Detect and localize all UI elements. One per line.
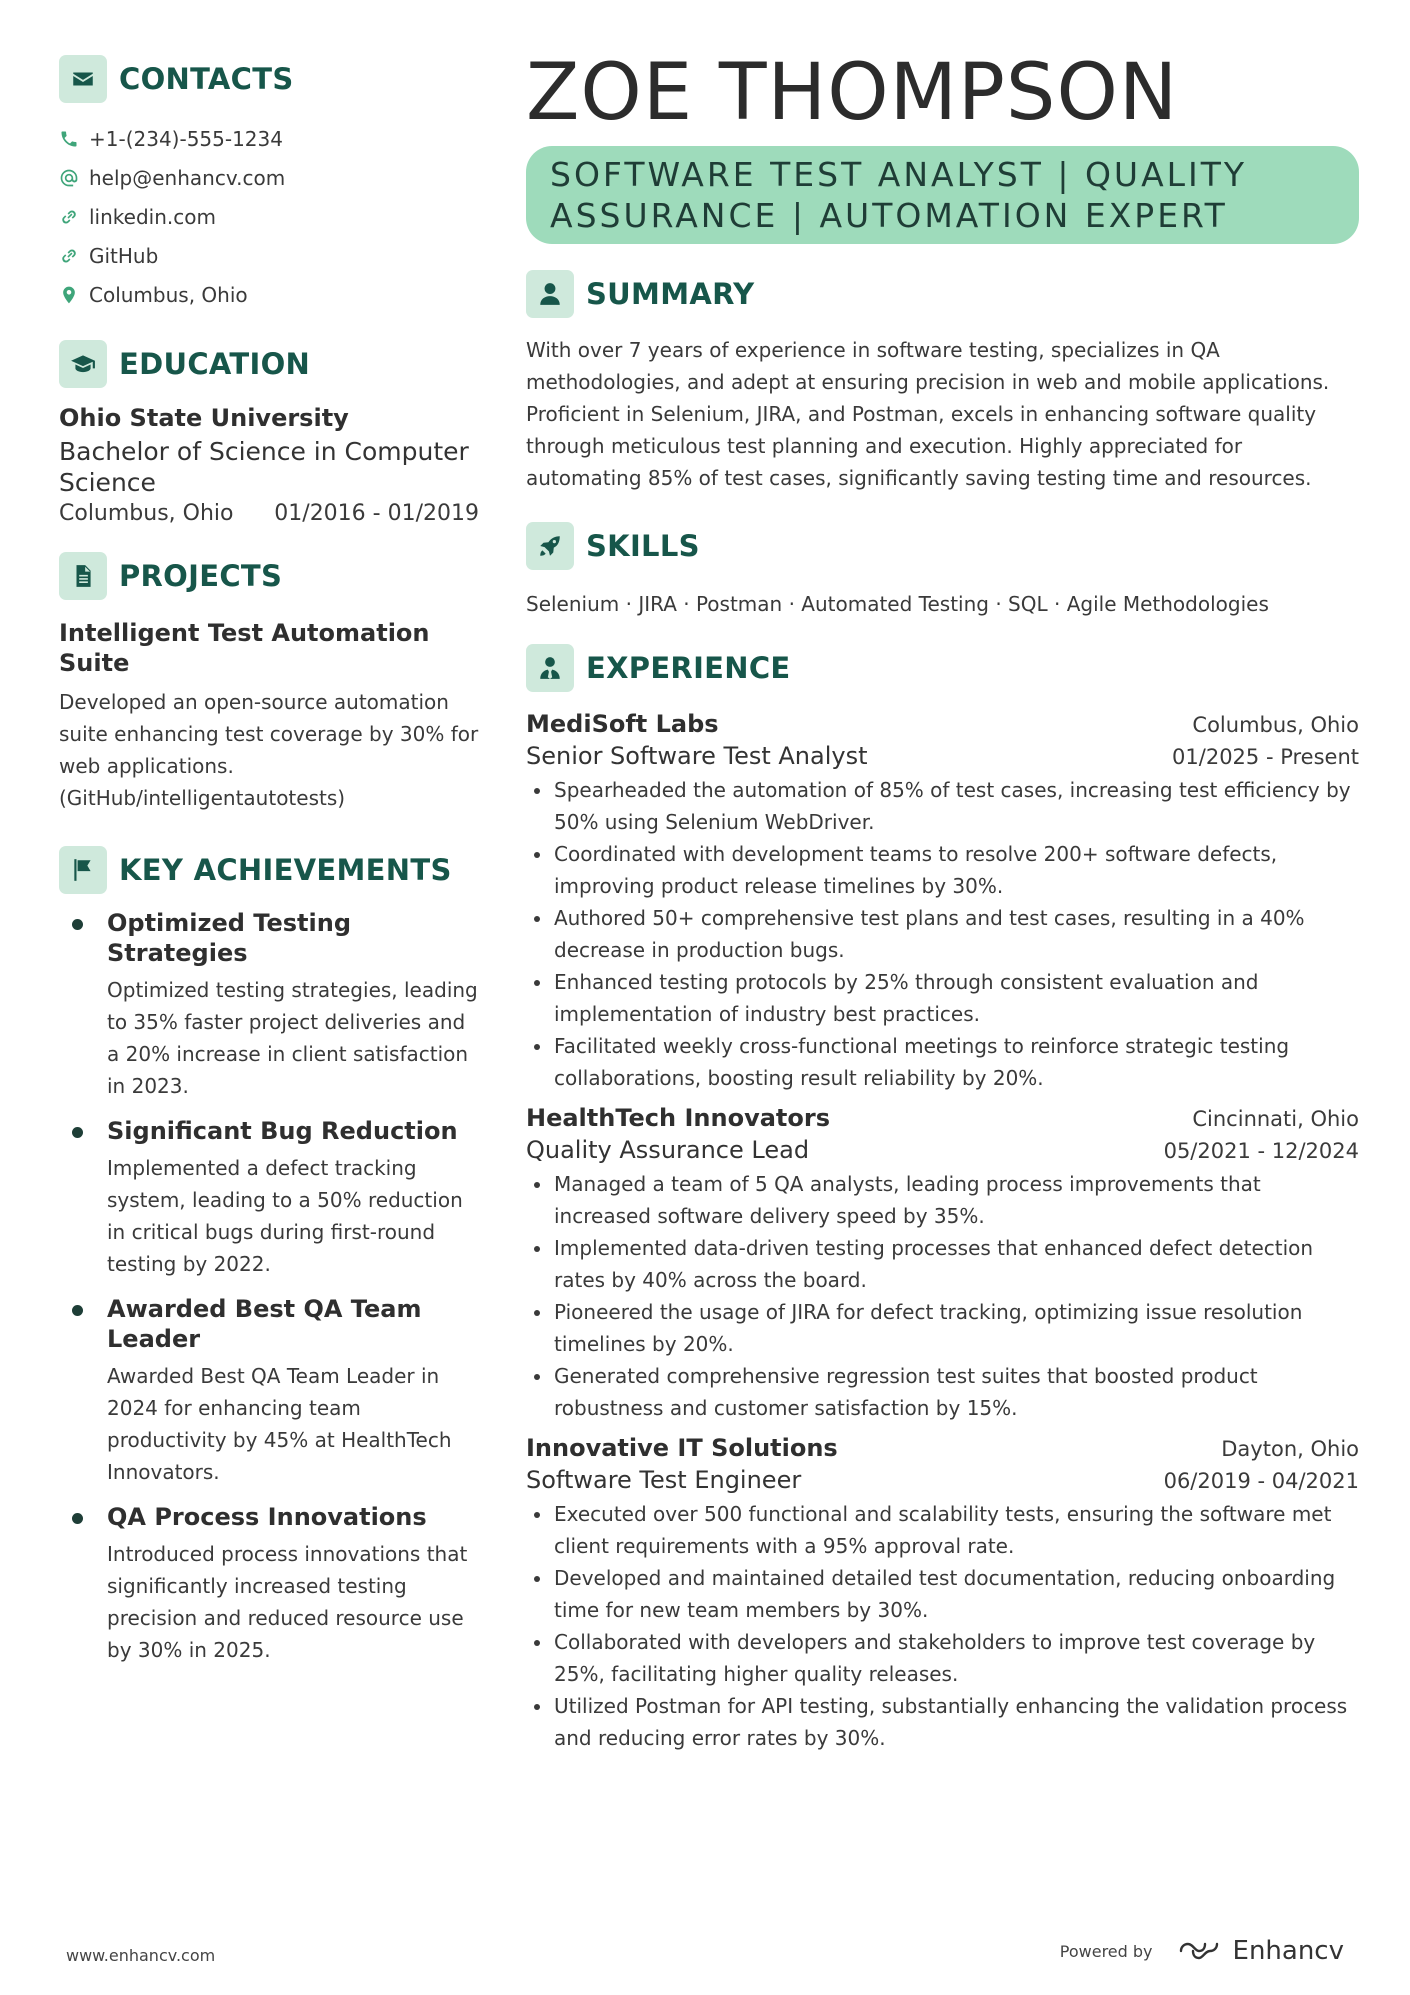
skills-heading [526,522,1359,570]
contact-text: Columbus, Ohio [89,282,248,307]
job-bullet: Utilized Postman for API testing, substantially enhancing the validation process and reducing error rates by 30%. [526,1690,1359,1754]
contact-text: GitHub [89,243,159,268]
rocket-icon [526,522,574,570]
contact-text: +1-(234)-555-1234 [89,126,283,151]
job-bullet: Enhanced testing protocols by 25% through consistent evaluation and implementation of industry best practices. [526,966,1359,1030]
school-name: Ohio State University [59,404,349,432]
education-meta [59,501,479,526]
job-location: Dayton, Ohio [1221,1437,1359,1461]
contact-phone[interactable] [59,119,479,158]
job-bullet: Implemented data-driven testing processes that enhanced defect detection rates by 40% across the board. [526,1232,1359,1296]
job-bullet: Managed a team of 5 QA analysts, leading process improvements that increased software delivery speed by 35%. [526,1168,1359,1232]
achievement-description: Implemented a defect tracking system, leading to a 50% reduction in critical bugs during first-round testing by 2022. [107,1156,463,1276]
powered-by-label: Powered by [1059,1941,1153,1961]
achievements-heading [59,846,479,894]
degree: Bachelor of Science in Computer Science [59,437,469,497]
footer-website-link[interactable]: www.enhancv.com [66,1946,216,1965]
section-title: EXPERIENCE [586,651,791,685]
footer-branding [1060,1936,1344,1966]
job-bullet: Executed over 500 functional and scalability tests, ensuring the software met client requirements with a 95% approval rate. [526,1498,1359,1562]
section-title: PROJECTS [119,559,283,593]
summary-heading [526,270,1359,318]
enhancv-logo-icon [1177,1938,1221,1964]
skills-list: Selenium · JIRA · Postman · Automated Testing · SQL · Agile Methodologies [526,592,1269,616]
job-title-line: SOFTWARE TEST ANALYST | QUALITY [550,155,1248,194]
right-column [526,48,1359,1754]
achievement-item [59,908,479,1102]
contact-email[interactable] [59,158,479,197]
achievement-title: Optimized Testing Strategies [107,909,352,967]
job-bullet: Coordinated with development teams to resolve 200+ software defects, improving product release timelines by 30%. [526,838,1359,902]
achievement-description: Introduced process innovations that significantly increased testing precision and reduced resource use by 30% in 2025. [107,1542,468,1662]
experience-item [526,1434,1359,1754]
job-bullet: Collaborated with developers and stakeholders to improve test coverage by 25%, facilitating higher quality releases. [526,1626,1359,1690]
education-dates: 01/2016 - 01/2019 [274,501,479,526]
job-bullets [526,1168,1359,1424]
achievement-title: QA Process Innovations [107,1503,427,1531]
job-role: Senior Software Test Analyst [526,742,868,770]
link-icon [59,207,89,227]
user-icon [526,270,574,318]
company-name: Innovative IT Solutions [526,1434,838,1462]
job-bullet: Facilitated weekly cross-functional meetings to reinforce strategic testing collaborations, boosting result reliability by 20%. [526,1030,1359,1094]
projects-heading [59,552,479,600]
user-tie-icon [526,644,574,692]
section-title: SUMMARY [586,277,755,311]
job-bullet: Generated comprehensive regression test suites that boosted product robustness and customer satisfaction by 15%. [526,1360,1359,1424]
brand-name: Enhancv [1232,1936,1344,1966]
job-bullets [526,774,1359,1094]
job-dates: 06/2019 - 04/2021 [1163,1469,1359,1493]
achievement-description: Awarded Best QA Team Leader in 2024 for enhancing team productivity by 45% at HealthTech Innovators. [107,1364,452,1484]
achievement-item [59,1116,479,1280]
contact-github[interactable] [59,236,479,275]
job-location: Cincinnati, Ohio [1192,1107,1359,1131]
experience-heading [526,644,1359,692]
document-icon [59,552,107,600]
achievement-title: Significant Bug Reduction [107,1117,458,1145]
contact-text: linkedin.com [89,204,216,229]
education-heading [59,340,479,388]
contact-location [59,275,479,314]
graduation-cap-icon [59,340,107,388]
job-bullets [526,1498,1359,1754]
achievement-list [59,908,479,1666]
education-location: Columbus, Ohio [59,501,234,526]
company-name: MediSoft Labs [526,710,719,738]
experience-item [526,710,1359,1094]
project-description: Developed an open-source automation suite enhancing test coverage by 30% for web applications. (GitHub/intelligentautotests) [59,690,479,810]
job-title-line: ASSURANCE | AUTOMATION EXPERT [550,196,1228,235]
job-location: Columbus, Ohio [1192,713,1359,737]
enhancv-logo[interactable] [1177,1936,1344,1966]
achievement-item [59,1502,479,1666]
project-title: Intelligent Test Automation Suite [59,619,430,677]
section-title: CONTACTS [119,62,294,96]
link-icon [59,246,89,266]
job-bullet: Authored 50+ comprehensive test plans and test cases, resulting in a 40% decrease in production bugs. [526,902,1359,966]
contacts-heading [59,55,479,103]
job-title-banner [526,146,1359,244]
contact-list [59,119,479,314]
at-icon [59,168,89,188]
flag-icon [59,846,107,894]
job-role: Software Test Engineer [526,1466,802,1494]
left-column [59,55,479,1666]
envelope-icon [59,55,107,103]
achievement-description: Optimized testing strategies, leading to 35% faster project deliveries and a 20% increase in client satisfaction in 2023. [107,978,478,1098]
achievement-item [59,1294,479,1488]
section-title: SKILLS [586,529,700,563]
contact-linkedin[interactable] [59,197,479,236]
location-pin-icon [59,285,89,305]
summary-text: With over 7 years of experience in software testing, specializes in QA methodologies, and adept at ensuring precision in web and mobile applications. Proficient in Selenium, JIRA, and Postman, excels in enhancing software quality through meticulous test planning and execution. Highly appreciated for automating 85% of test cases, significantly saving testing time and resources. [526,338,1330,490]
job-role: Quality Assurance Lead [526,1136,810,1164]
phone-icon [59,129,89,149]
section-title: KEY ACHIEVEMENTS [119,853,452,887]
candidate-name: ZOE THOMPSON [526,48,1179,138]
section-title: EDUCATION [119,347,311,381]
contact-text: help@enhancv.com [89,165,286,190]
job-bullet: Pioneered the usage of JIRA for defect tracking, optimizing issue resolution timelines by 20%. [526,1296,1359,1360]
job-dates: 05/2021 - 12/2024 [1163,1139,1359,1163]
job-bullet: Spearheaded the automation of 85% of test cases, increasing test efficiency by 50% using Selenium WebDriver. [526,774,1359,838]
job-bullet: Developed and maintained detailed test documentation, reducing onboarding time for new team members by 30%. [526,1562,1359,1626]
achievement-title: Awarded Best QA Team Leader [107,1295,422,1353]
company-name: HealthTech Innovators [526,1104,830,1132]
job-dates: 01/2025 - Present [1172,745,1359,769]
experience-item [526,1104,1359,1424]
